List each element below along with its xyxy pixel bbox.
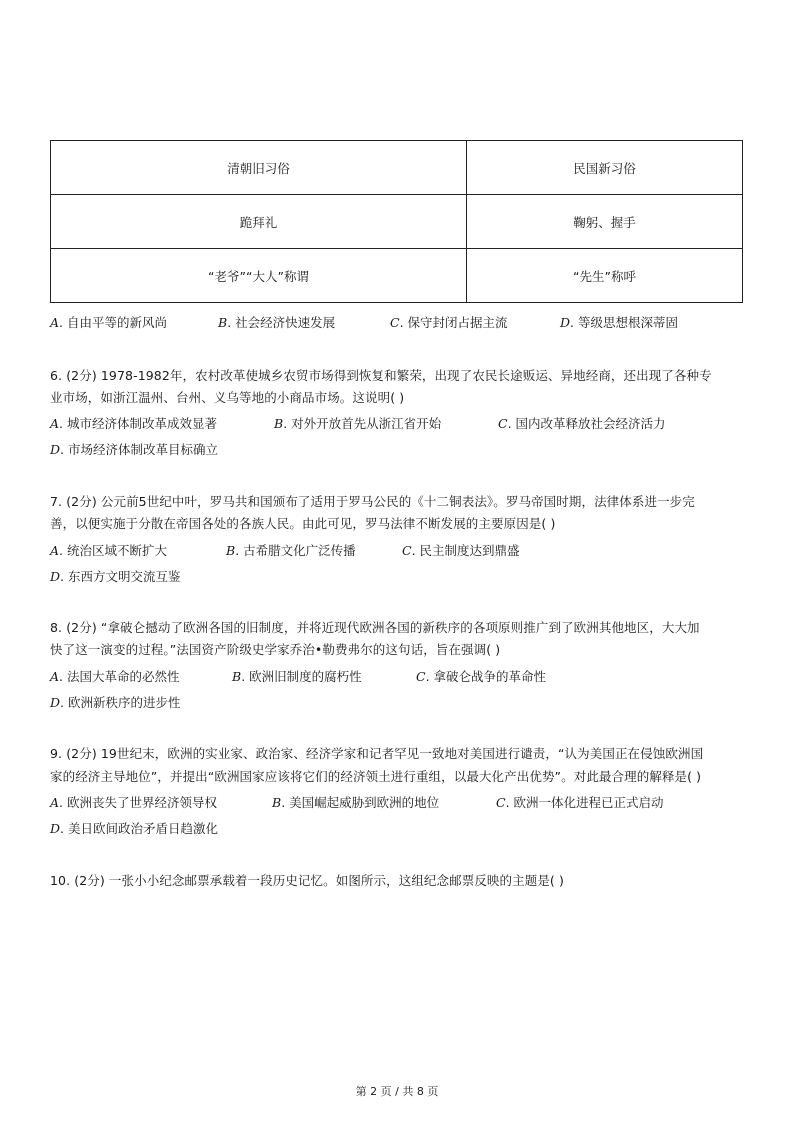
q7-option-b[interactable]: B. 古希腊文化广泛传播 [226, 543, 356, 558]
q9-stem-line-2: 家的经济主导地位”，并提出“欧洲国家应该将它们的经济领土进行重组，以最大化产出优势”。对此最合理的解释是( ) [50, 769, 702, 784]
q5-option-a[interactable]: A. 自由平等的新风尚 [50, 315, 167, 330]
table-cell: “老爷”“大人”称谓 [51, 249, 467, 303]
q6-option-b[interactable]: B. 对外开放首先从浙江省开始 [274, 416, 442, 431]
q6-option-c[interactable]: C. 国内改革释放社会经济活力 [498, 416, 666, 431]
table-row [51, 249, 743, 303]
table-row [51, 195, 743, 249]
q8-option-c[interactable]: C. 拿破仑战争的革命性 [416, 669, 547, 684]
q8-option-a[interactable]: A. 法国大革命的必然性 [50, 669, 180, 684]
customs-comparison-table [50, 140, 743, 303]
q7-stem-line-1: 7. (2分) 公元前5世纪中叶，罗马共和国颁布了适用于罗马公民的《十二铜表法》。罗马帝国时期，法律体系进一步完 [50, 494, 695, 509]
q5-option-d[interactable]: D. 等级思想根深蒂固 [560, 315, 678, 330]
page-footer: 第 2 页 / 共 8 页 [355, 1085, 439, 1098]
q8-option-b[interactable]: B. 欧洲旧制度的腐朽性 [232, 669, 362, 684]
customs-table [50, 140, 743, 303]
q9-option-c[interactable]: C. 欧洲一体化进程已正式启动 [496, 795, 664, 810]
q9-option-a[interactable]: A. 欧洲丧失了世界经济领导权 [50, 795, 217, 810]
q5-option-b[interactable]: B. 社会经济快速发展 [218, 315, 336, 330]
q6-stem-line-1: 6. (2分) 1978-1982年，农村改革使城乡农贸市场得到恢复和繁荣，出现了农民长途贩运、异地经商，还出现了各种专 [50, 368, 712, 383]
q9-option-b[interactable]: B. 美国崛起威胁到欧洲的地位 [272, 795, 440, 810]
q7-option-d[interactable]: D. 东西方文明交流互鉴 [50, 569, 181, 584]
q8-option-d[interactable]: D. 欧洲新秩序的进步性 [50, 695, 181, 710]
table-header-row [51, 141, 743, 195]
q9-stem-line-1: 9. (2分) 19世纪末，欧洲的实业家、政治家、经济学家和记者罕见一致地对美国进行谴责，“认为美国正在侵蚀欧洲国 [50, 746, 704, 761]
q7-stem-line-2: 善，以便实施于分散在帝国各处的各族人民。由此可见，罗马法律不断发展的主要原因是( ) [50, 516, 556, 531]
q8-stem-line-2: 快了这一演变的过程。”法国资产阶级史学家乔治•勒费弗尔的这句话，旨在强调( ) [50, 642, 501, 657]
table-cell: 跪拜礼 [51, 195, 467, 249]
q5-option-c[interactable]: C. 保守封闭占据主流 [390, 315, 508, 330]
table-cell: 鞠躬、握手 [467, 195, 743, 249]
table-header-cell: 清朝旧习俗 [51, 141, 467, 195]
q9-option-d[interactable]: D. 美日欧间政治矛盾日趋激化 [50, 821, 218, 836]
q6-option-a[interactable]: A. 城市经济体制改革成效显著 [50, 416, 217, 431]
q10-stem-line-1: 10. (2分) 一张小小纪念邮票承载着一段历史记忆。如图所示，这组纪念邮票反映的主题是( ) [50, 873, 564, 888]
table-cell: “先生”称呼 [467, 249, 743, 303]
q7-option-a[interactable]: A. 统治区域不断扩大 [50, 543, 167, 558]
q6-stem-line-2: 业市场，如浙江温州、台州、义乌等地的小商品市场。这说明( ) [50, 390, 405, 405]
table-header-cell: 民国新习俗 [467, 141, 743, 195]
q8-stem-line-1: 8. (2分) “拿破仑撼动了欧洲各国的旧制度，并将近现代欧洲各国的新秩序的各项原则推广到了欧洲其他地区，大大加 [50, 620, 700, 635]
q6-option-d[interactable]: D. 市场经济体制改革目标确立 [50, 442, 218, 457]
q7-option-c[interactable]: C. 民主制度达到鼎盛 [402, 543, 520, 558]
